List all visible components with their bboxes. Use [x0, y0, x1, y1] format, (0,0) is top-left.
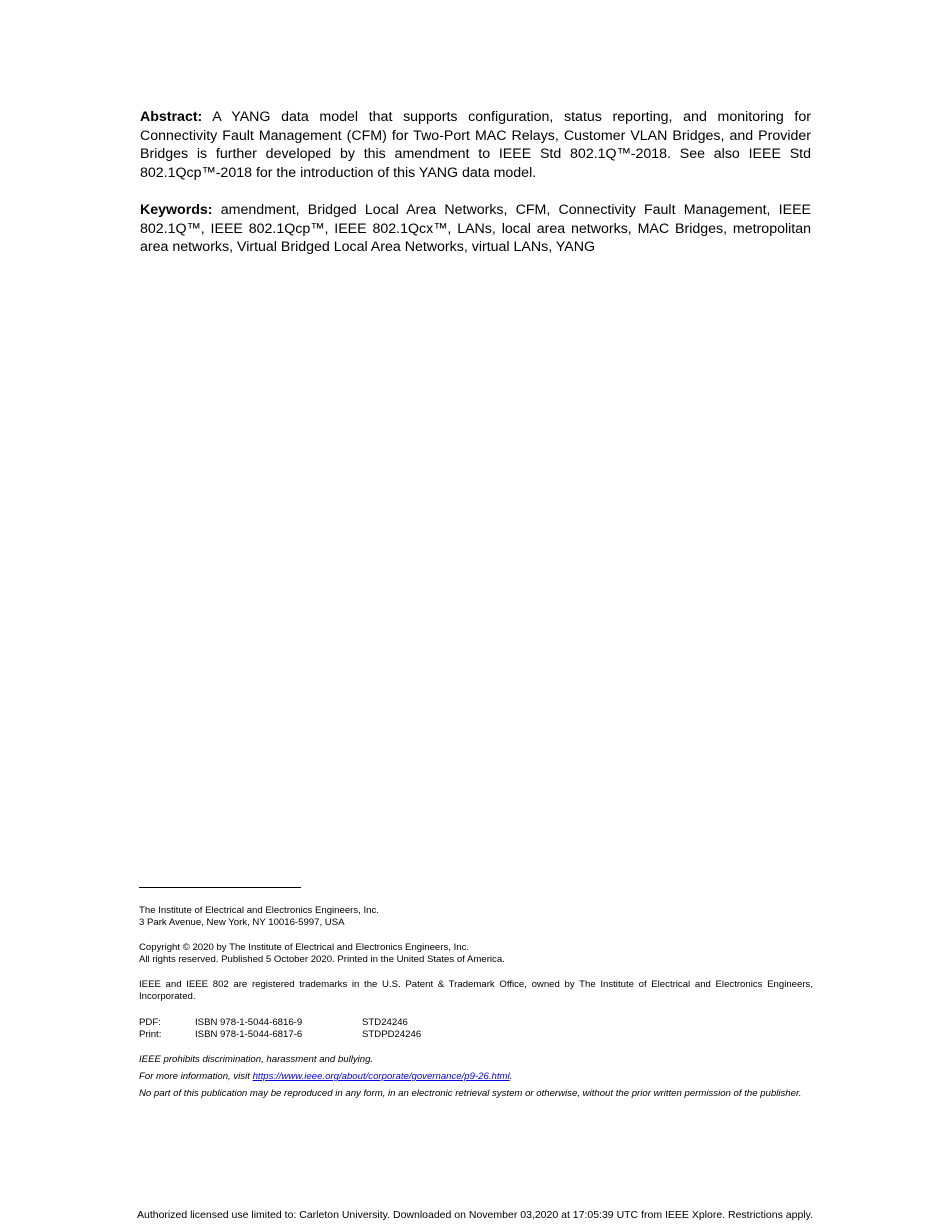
abstract-text: A YANG data model that supports configuration, status reporting, and monitoring for Connectivity Fault Management (CFM) for Two-Port MAC Relays, Customer VLAN Bridges, and Provider Bridges is further developed by this amendment to IEEE Std 802.1Q™-2018. See also IEEE Std 802.1Qcp™-2018 for the introduction of this YANG data model. — [140, 109, 811, 181]
keywords-paragraph — [140, 201, 811, 257]
isbn-print-code: STDPD24246 — [362, 1029, 422, 1040]
abstract-label: Abstract: — [140, 109, 203, 125]
keywords-label: Keywords: — [140, 202, 213, 218]
governance-link[interactable]: https://www.ieee.org/about/corporate/governance/p9-26.html — [252, 1071, 510, 1082]
copyright-line: Copyright © 2020 by The Institute of Electrical and Electronics Engineers, Inc. — [139, 942, 470, 953]
copyright-block — [139, 942, 813, 966]
publisher-address: 3 Park Avenue, New York, NY 10016-5997, USA — [139, 917, 345, 928]
more-info-suffix: . — [509, 1071, 513, 1082]
discrimination-notice: IEEE prohibits discrimination, harassment and bullying. — [139, 1054, 374, 1065]
rights-line: All rights reserved. Published 5 October 2020. Printed in the United States of America. — [139, 954, 505, 965]
isbn-pdf-number: ISBN 978-1-5044-6816-9 — [195, 1017, 303, 1028]
more-info-prefix: For more information, visit — [139, 1071, 253, 1082]
isbn-pdf-code: STD24246 — [362, 1017, 408, 1028]
trademark-notice: IEEE and IEEE 802 are registered trademarks in the U.S. Patent & Trademark Office, owned by The Institute of Electrical and Electronics Engineers, Incorporated. — [139, 979, 813, 1002]
isbn-print-number: ISBN 978-1-5044-6817-6 — [195, 1029, 303, 1040]
more-info-line — [139, 1071, 813, 1083]
publisher-name: The Institute of Electrical and Electronics Engineers, Inc. — [139, 905, 379, 916]
abstract-paragraph — [140, 108, 811, 182]
publisher-block — [139, 905, 813, 929]
isbn-print-label: Print: — [139, 1029, 162, 1040]
isbn-pdf-label: PDF: — [139, 1017, 161, 1028]
keywords-text: amendment, Bridged Local Area Networks, CFM, Connectivity Fault Management, IEEE 802.1Q™, IEEE 802.1Qcp™, IEEE 802.1Qcx™, LANs, local area networks, MAC Bridges, metropolitan area networks, Virtual Bridged Local Area Networks, virtual LANs, YANG — [140, 202, 811, 255]
footnote-divider — [139, 887, 301, 888]
license-notice: Authorized licensed use limited to: Carleton University. Downloaded on November 03,2020 at 17:05:39 UTC from IEEE Xplore. Restrictions apply. — [136, 1209, 814, 1221]
reproduction-notice: No part of this publication may be reproduced in any form, in an electronic retrieval system or otherwise, without the prior written permission of the publisher. — [139, 1088, 802, 1099]
